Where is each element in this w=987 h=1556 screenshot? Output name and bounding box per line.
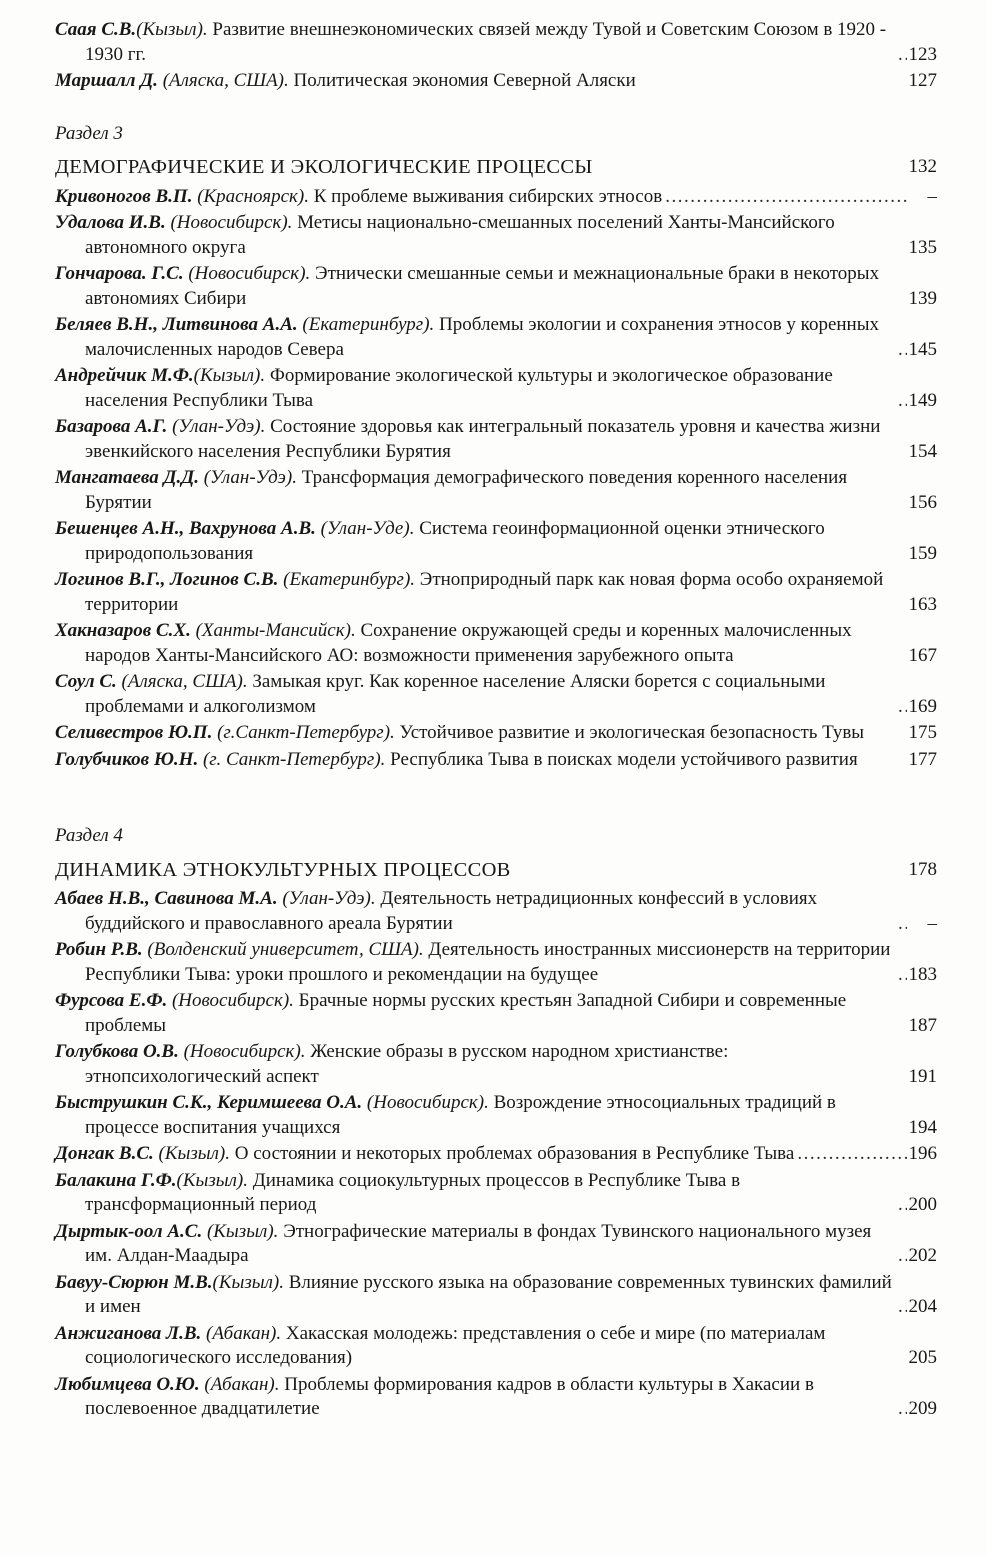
entry-text [55,517,895,566]
entry-location: (Кызыл). [202,1220,279,1242]
entry-title: Устойчивое развитие и экологическая безопасность Тувы [399,722,865,743]
entry-text [55,1220,895,1269]
entry-page-number: 205 [908,1347,937,1368]
toc-entry [55,670,937,719]
entry-author: Беляев В.Н., Литвинова А.А. [55,314,298,335]
entry-author: Быструшкин С.К., Керимшеева О.А. [55,1092,363,1113]
toc-entry [55,185,937,210]
entry-location: (г. Санкт-Петербург). [198,748,386,770]
entry-title: Женские образы в русском народном христианстве: этнопсихологический аспект [85,1041,729,1087]
entry-text [55,1091,895,1140]
entry-page-number: 196 [908,1143,937,1164]
entry-location: (Улан-Удэ). [277,888,376,909]
dot-leader [895,695,907,720]
dot-leader [895,389,907,414]
dot-leader [895,1295,907,1320]
entry-location: (Новосибирск). [178,1041,306,1062]
entry-text [55,887,895,936]
entry-text [55,748,858,773]
entry-page-number: 149 [908,389,937,411]
toc-section [55,122,937,180]
toc-entry [55,938,937,987]
entry-page-number: 145 [908,338,937,360]
entry-location: (Красноярск). [192,185,309,207]
dot-leader [794,1142,907,1167]
entry-author: Базарова А.Г. [55,416,168,437]
entry-author: Хакназаров С.Х. [55,620,191,641]
section-page-number: 178 [908,858,937,880]
entry-title: Метисы национально-смешанных поселений Ханты-Мансийского автономного округа [85,212,835,258]
entry-location: (Кызыл). [212,1271,284,1293]
entry-text [55,619,895,668]
entry-location: (Новосибирск). [183,263,311,284]
entry-location: (Новосибирск). [167,990,294,1011]
toc-entry [55,1271,937,1320]
entry-title: Проблемы экологии и сохранения этносов у коренных малочисленных народов Севера [85,314,879,360]
dot-leader [895,1244,907,1269]
entry-location: (Аляска, США). [157,70,289,91]
entry-page-number: 194 [908,1116,937,1138]
entry-author: Маршалл Д. [55,70,158,91]
entry-location: (Екатеринбург). [278,569,416,590]
entry-text [55,313,895,362]
entry-author: Кривоногов В.П. [55,185,193,207]
entry-text [55,364,895,413]
entry-title: Деятельность иностранных миссионерств на территории Республики Тыва: уроки прошлого и рекомендации на будущее [85,939,891,985]
toc-entry [55,262,937,311]
entry-location: (Новосибирск). [165,212,293,233]
entry-page-number: 175 [908,722,937,743]
entry-page-number: 187 [908,1014,937,1036]
entry-author: Любимцева О.Ю. [55,1373,200,1395]
toc-entry [55,1220,937,1269]
entry-text [55,262,895,311]
entry-page-number: 139 [908,287,937,309]
entry-page-number: 156 [908,491,937,513]
section-title: ДЕМОГРАФИЧЕСКИЕ И ЭКОЛОГИЧЕСКИЕ ПРОЦЕССЫ [55,156,593,178]
entry-page-number: 123 [908,43,937,65]
entry-author: Дыртык-оол А.С. [55,1220,203,1242]
entry-title: Сохранение окружающей среды и коренных малочисленных народов Ханты-Мансийского АО: возможности применения зарубежного опыта [85,620,852,666]
toc-entry [55,1142,937,1167]
dot-leader [895,338,907,363]
entry-text [55,721,864,746]
entry-page-number: 200 [908,1194,937,1215]
toc-entry [55,721,937,746]
entry-title: Проблемы формирования кадров в области культуры в Хакасии в послевоенное двадцатилетие [85,1373,814,1419]
toc-entry [55,517,937,566]
entry-location: (Кызыл). [153,1143,230,1164]
entry-title: Политическая экономия Северной Аляски [293,70,636,91]
toc-entry [55,1091,937,1140]
entry-page-number: 183 [908,963,937,985]
section-title: ДИНАМИКА ЭТНОКУЛЬТУРНЫХ ПРОЦЕССОВ [55,858,511,881]
entry-title: Формирование экологической культуры и экологическое образование населения Республики Тыва [85,365,833,411]
section-page-number: 132 [908,156,937,177]
toc-entry [55,364,937,413]
toc-entry [55,211,937,260]
entry-author: Голубчиков Ю.Н. [55,748,199,770]
entry-text [55,670,895,719]
entry-page-number: 177 [908,748,937,770]
entry-author: Робин Р.В. [55,939,143,960]
entry-author: Бешенцев А.Н., Вахрунова А.В. [55,518,316,539]
entry-location: (Ханты-Мансийск). [190,620,356,641]
entry-page-number: 127 [908,70,937,91]
entry-location: (Кызыл). [136,19,208,40]
entry-text [55,1373,895,1422]
toc-entry [55,1169,937,1218]
entry-author: Андрейчик М.Ф. [55,365,194,386]
entry-text [55,1142,794,1167]
entry-page-number: 154 [908,440,937,462]
toc-entry [55,887,937,936]
toc-entry [55,313,937,362]
section-label: Раздел 3 [55,122,123,144]
entry-title: Хакасская молодежь: представления о себе и мире (по материалам социологического исследования) [85,1322,826,1368]
toc-entry [55,466,937,515]
entry-location: (Кызыл). [176,1169,248,1191]
entry-text [55,415,895,464]
toc-entry [55,1040,937,1089]
entry-title: Деятельность нетрадиционных конфессий в условиях буддийского и православного ареала Бурятии [85,888,818,934]
entry-text [55,989,895,1038]
dot-leader [895,1397,907,1422]
entry-text [55,1169,895,1218]
toc-entry [55,18,937,67]
entry-title: Влияние русского языка на образование современных тувинских фамилий и имен [85,1271,892,1317]
entry-page-number: 202 [908,1245,937,1266]
entry-page-number: 163 [908,593,937,615]
entry-location: (Улан-Удэ). [198,467,298,488]
entry-title: О состоянии и некоторых проблемах образования в Республике Тыва [234,1143,795,1164]
entry-text [55,211,895,260]
entry-page-number: 169 [908,695,937,717]
dot-leader [895,963,907,988]
entry-page-number: 159 [908,542,937,564]
entry-author: Абаев Н.В., Савинова М.А. [55,888,278,909]
section-title-row [55,155,937,180]
entry-page-number: 167 [908,644,937,666]
dot-leader [895,1193,907,1218]
dot-leader [662,185,907,210]
toc-section [55,824,937,882]
entry-text [55,466,895,515]
dot-leader [895,43,907,68]
table-of-contents [55,18,937,1422]
toc-entry [55,568,937,617]
entry-title: Брачные нормы русских крестьян Западной Сибири и современные проблемы [85,990,847,1036]
entry-location: (Улан-Уде). [315,518,415,539]
entry-location: (Волденский университет, США). [142,939,424,960]
toc-entry [55,989,937,1038]
entry-text [55,18,895,67]
entry-title: Этнически смешанные семьи и межнациональные браки в некоторых автономиях Сибири [85,263,880,309]
entry-location: (Аляска, США). [116,671,248,692]
entry-title: Этнографические материалы в фондах Тувинского национального музея им. Алдан-Маадыра [85,1220,872,1266]
entry-title: К проблеме выживания сибирских этносов [313,185,663,207]
entry-page-number: 135 [908,236,937,258]
entry-text [55,69,636,94]
entry-title: Замыкая круг. Как коренное население Аляски борется с социальными проблемами и алкоголизмом [85,671,826,717]
entry-author: Соул С. [55,671,117,692]
entry-title: Динамика социокультурных процессов в Республике Тыва в трансформационный период [85,1169,741,1215]
section-title-row [55,858,937,883]
entry-location: (Кызыл). [193,365,266,386]
toc-entry [55,1322,937,1371]
entry-author: Логинов В.Г., Логинов С.В. [55,569,279,590]
entry-page-number: 209 [908,1398,937,1419]
toc-entry [55,748,937,773]
dot-leader [895,912,907,937]
entry-location: (Абакан). [199,1373,280,1395]
entry-page-number: – [927,185,937,207]
entry-author: Мангатаева Д.Д. [55,467,199,488]
entry-text [55,568,895,617]
entry-title: Возрождение этносоциальных традиций в процессе воспитания учащихся [85,1092,836,1138]
entry-author: Гончарова. Г.С. [55,263,184,284]
entry-location: (Новосибирск). [362,1092,489,1113]
entry-text [55,938,895,987]
entry-author: Балакина Г.Ф. [55,1169,177,1191]
entry-title: Республика Тыва в поисках модели устойчивого развития [390,748,858,770]
entry-author: Удалова И.В. [55,212,166,233]
entry-text [55,185,662,210]
entry-location: (г.Санкт-Петербург). [212,722,395,743]
entry-title: Развитие внешнеэкономических связей между Тувой и Советским Союзом в 1920 - 1930 гг. [85,19,887,65]
entry-text [55,1040,895,1089]
toc-entry [55,415,937,464]
entry-author: Анжиганова Л.В. [55,1322,202,1344]
entry-page-number: – [927,912,937,934]
toc-entry [55,1373,937,1422]
entry-text [55,1271,895,1320]
entry-author: Донгак В.С. [55,1143,154,1164]
entry-page-number: 191 [908,1065,937,1087]
entry-author: Бавуу-Сюрюн М.В. [55,1271,213,1293]
entry-author: Фурсова Е.Ф. [55,990,168,1011]
entry-author: Голубкова О.В. [55,1041,179,1062]
entry-location: (Екатеринбург). [297,314,435,335]
section-label: Раздел 4 [55,825,123,846]
entry-author: Селивестров Ю.П. [55,722,213,743]
entry-page-number: 204 [908,1296,937,1317]
entry-title: Система геоинформационной оценки этнического природопользования [85,518,825,564]
entry-title: Этноприродный парк как новая форма особо охраняемой территории [85,569,884,615]
entry-author: Саая С.В. [55,19,137,40]
entry-title: Трансформация демографического поведения коренного населения Бурятии [85,467,848,513]
entry-text [55,1322,895,1371]
entry-location: (Улан-Удэ). [167,416,266,437]
toc-entry [55,619,937,668]
entry-title: Состояние здоровья как интегральный показатель уровня и качества жизни эвенкийского населения Республики Бурятия [85,416,881,462]
toc-entry [55,69,937,94]
entry-location: (Абакан). [201,1322,282,1344]
